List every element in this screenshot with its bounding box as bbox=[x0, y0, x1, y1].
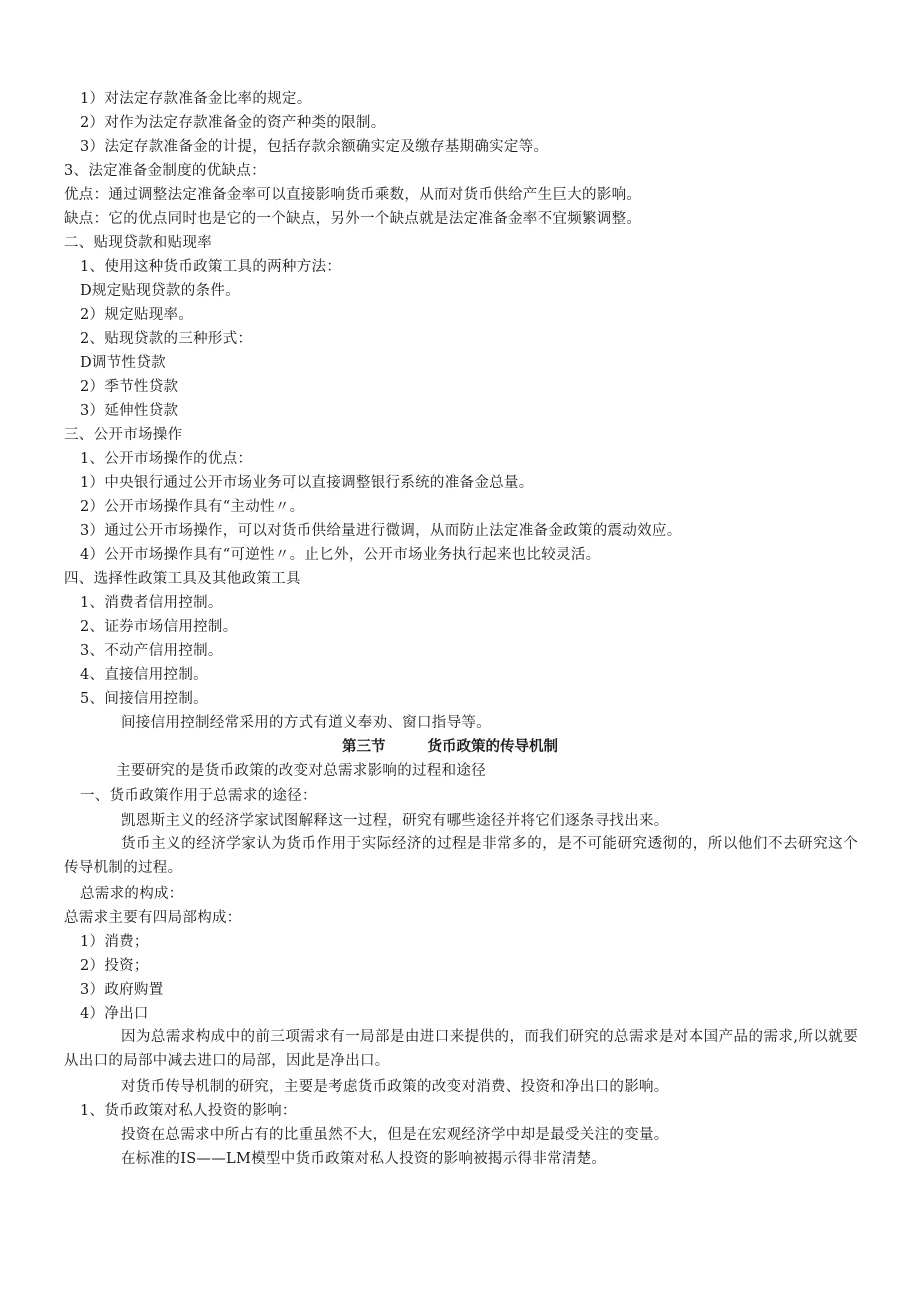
text-line: 4）净出口 bbox=[80, 1006, 149, 1022]
paragraph: 因为总需求构成中的前三项需求有一局部是由进口来提供的，而我们研究的总需求是对本国产品的需求,所以就要从出口的局部中减去进口的局部，因此是净出口。 bbox=[64, 1029, 858, 1069]
text-line: D调节性贷款 bbox=[80, 355, 166, 371]
chapter-section-title bbox=[342, 737, 558, 757]
text-line: 主要研究的是货币政策的改变对总需求影响的过程和途径 bbox=[116, 763, 486, 779]
text-line: 1、使用这种货币政策工具的两种方法： bbox=[80, 259, 342, 275]
text-line: 3、不动产信用控制。 bbox=[80, 643, 223, 659]
text-line: 3）延伸性贷款 bbox=[80, 403, 179, 419]
text-line: 4、直接信用控制。 bbox=[80, 667, 208, 683]
section-heading: 四、选择性政策工具及其他政策工具 bbox=[64, 571, 301, 587]
text-line: 5、间接信用控制。 bbox=[80, 691, 208, 707]
text-line: 缺点：它的优点同时也是它的一个缺点，另外一个缺点就是法定准备金率不宜频繁调整。 bbox=[64, 211, 642, 227]
text-line: 2）季节性贷款 bbox=[80, 379, 179, 395]
text-line: 2）投资； bbox=[80, 958, 149, 974]
text-line: 在标准的IS——LM模型中货币政策对私人投资的影响被揭示得非常清楚。 bbox=[121, 1151, 607, 1167]
text-line: 优点：通过调整法定准备金率可以直接影响货币乘数，从而对货币供给产生巨大的影响。 bbox=[64, 187, 642, 203]
text-line: 2）对作为法定存款准备金的资产种类的限制。 bbox=[80, 115, 386, 131]
text-line: 1、公开市场操作的优点： bbox=[80, 451, 253, 467]
text-line: 间接信用控制经常采用的方式有道义奉劝、窗口指导等。 bbox=[121, 715, 491, 731]
section-heading: 三、公开市场操作 bbox=[64, 427, 183, 443]
text-line: 1、消费者信用控制。 bbox=[80, 595, 223, 611]
text-line: 2、证券市场信用控制。 bbox=[80, 619, 238, 635]
text-line: 1）中央银行通过公开市场业务可以直接调整银行系统的准备金总量。 bbox=[80, 475, 534, 491]
text-line: 3）通过公开市场操作，可以对货币供给量进行微调，从而防止法定准备金政策的震动效应。 bbox=[80, 523, 682, 539]
section-heading: 一、货币政策作用于总需求的途径： bbox=[80, 788, 317, 804]
text-line: 投资在总需求中所占有的比重虽然不大，但是在宏观经济学中却是最受关注的变量。 bbox=[121, 1127, 669, 1143]
text-line: 凯恩斯主义的经济学家试图解释这一过程，研究有哪些途径并将它们逐条寻找出来。 bbox=[121, 813, 669, 829]
text-line: 1）消费； bbox=[80, 934, 149, 950]
section-title: 货币政策的传导机制 bbox=[427, 739, 558, 755]
paragraph: 货币主义的经济学家认为货币作用于实际经济的过程是非常多的，是不可能研究透彻的，所以他们不去研究这个传导机制的过程。 bbox=[64, 836, 858, 876]
text-line: 2）规定贴现率。 bbox=[80, 307, 194, 323]
text-line: 2）公开市场操作具有“主动性〃。 bbox=[80, 499, 305, 515]
text-line: 总需求主要有四局部构成： bbox=[64, 910, 242, 926]
text-line: 1、货币政策对私人投资的影响： bbox=[80, 1103, 297, 1119]
text-line: 3、法定准备金制度的优缺点： bbox=[64, 163, 266, 179]
text-line: 4）公开市场操作具有“可逆性〃。止匕外，公开市场业务执行起来也比较灵活。 bbox=[80, 547, 601, 563]
section-heading: 二、贴现贷款和贴现率 bbox=[64, 235, 212, 251]
section-number: 第三节 bbox=[342, 739, 386, 755]
text-line: 总需求的构成： bbox=[80, 886, 184, 902]
text-line: 2、贴现贷款的三种形式： bbox=[80, 331, 253, 347]
text-line: 对货币传导机制的研究，主要是考虑货币政策的改变对消费、投资和净出口的影响。 bbox=[121, 1079, 669, 1095]
text-line: 1）对法定存款准备金比率的规定。 bbox=[80, 91, 312, 107]
text-line: 3）政府购置 bbox=[80, 982, 164, 998]
text-line: D规定贴现贷款的条件。 bbox=[80, 283, 240, 299]
text-line: 3）法定存款准备金的计提，包括存款余额确实定及缴存基期确实定等。 bbox=[80, 139, 549, 155]
